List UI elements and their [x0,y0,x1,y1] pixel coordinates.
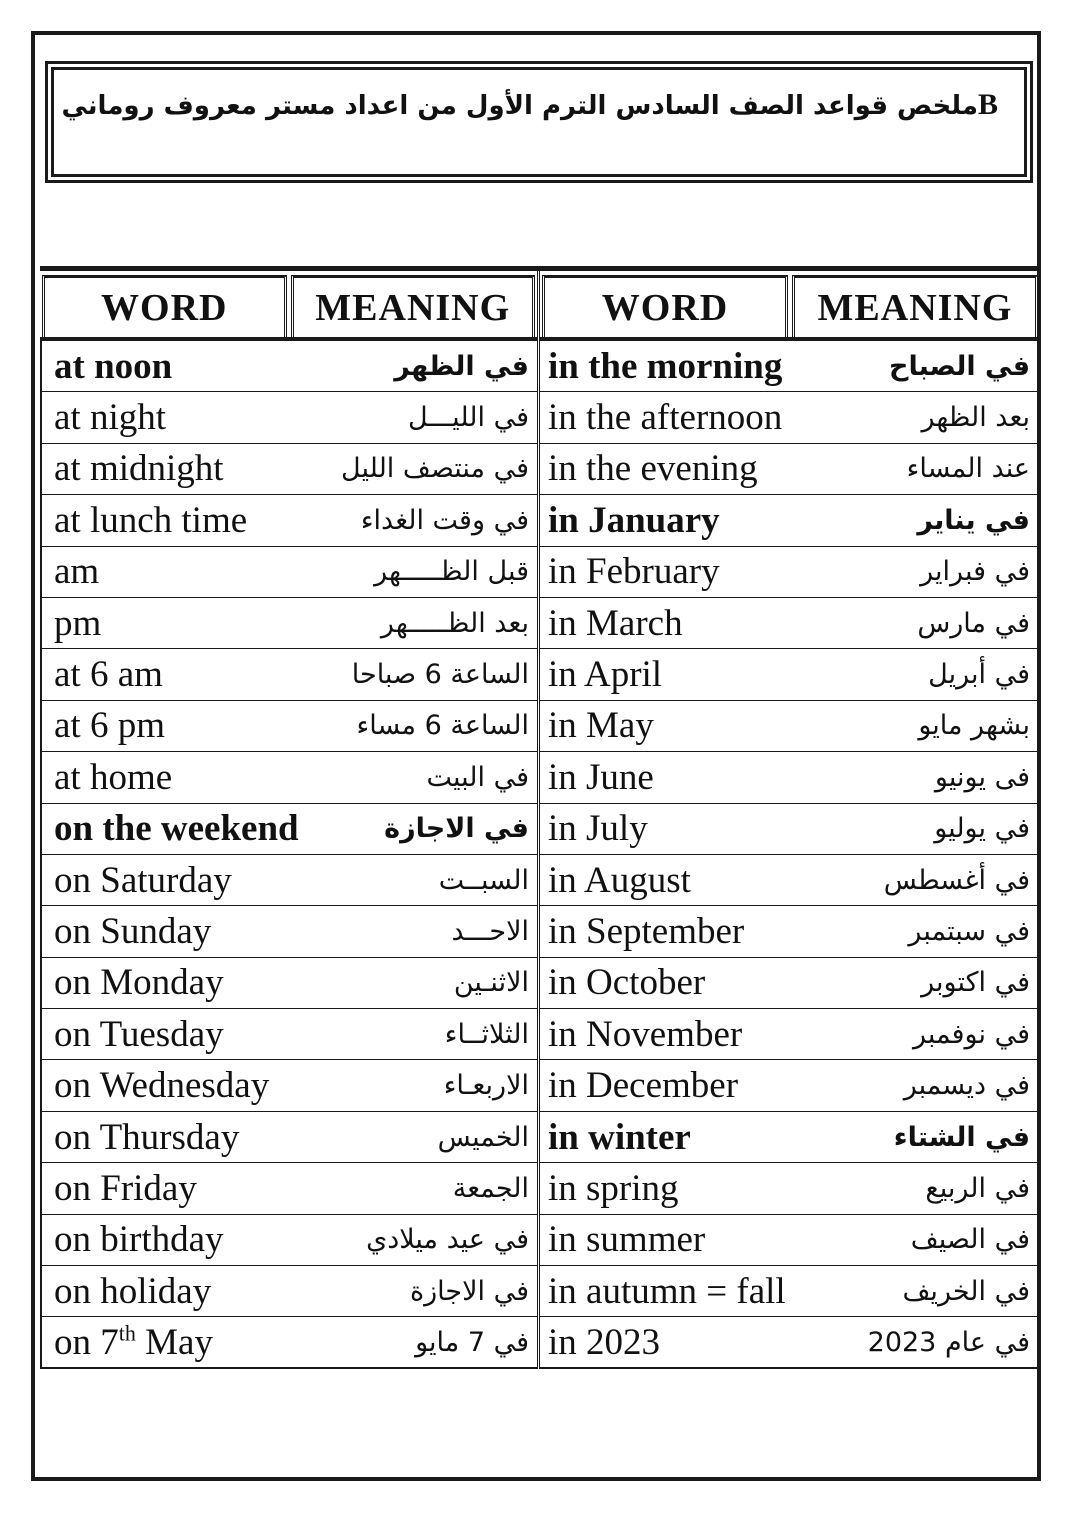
arabic-meaning: بعد الظهر [921,402,1030,434]
arabic-meaning: السبــت [438,864,529,896]
table-row [42,1266,537,1317]
table-row [42,547,537,598]
left-rows [40,341,537,1369]
table-row [540,1060,1038,1111]
arabic-meaning: عند المساء [906,453,1030,485]
right-meaning-header: MEANING [792,275,1038,337]
table-row [540,1112,1038,1163]
english-word: on Sunday [54,910,212,952]
table-row [540,1215,1038,1266]
arabic-meaning: في ديسمبر [903,1070,1030,1102]
right-header-row [540,271,1040,341]
table-row [540,547,1038,598]
arabic-meaning: الاحـــد [451,915,529,947]
table-row [42,495,537,546]
table-row [42,906,537,957]
english-word: in April [548,654,663,696]
english-word: pm [54,602,102,644]
english-word: on Saturday [54,859,232,901]
table-row [540,649,1038,700]
arabic-meaning: في الصباح [888,350,1030,382]
english-word [54,1320,213,1363]
table-row [540,341,1038,392]
table-row [42,1112,537,1163]
table-row [540,1317,1038,1368]
english-word: at home [54,756,173,798]
english-word: in November [548,1013,743,1055]
arabic-meaning: قبل الظـــــهر [374,556,529,588]
table-row [540,598,1038,649]
right-word-header: WORD [542,275,788,337]
arabic-meaning: بشهر مايو [918,710,1030,742]
english-word: in spring [548,1167,679,1209]
table-row [42,392,537,443]
english-word: on Friday [54,1167,197,1209]
english-word: in the evening [548,448,758,490]
english-word: on birthday [54,1219,224,1261]
table-row [540,752,1038,803]
arabic-meaning: في يناير [917,504,1030,536]
table-row [42,444,537,495]
arabic-meaning: بعد الظـــــهر [380,607,529,639]
arabic-meaning: في يوليو [934,813,1030,845]
arabic-meaning: في الخريف [902,1275,1030,1307]
table-row [42,649,537,700]
english-word: at lunch time [54,499,248,541]
english-word: in May [548,705,654,747]
table-row [540,804,1038,855]
english-word: am [54,551,100,593]
table-row [540,855,1038,906]
arabic-meaning: في عيد ميلادي [366,1224,529,1256]
table-row [42,1163,537,1214]
table-row [540,392,1038,443]
arabic-meaning: الجمعة [452,1172,529,1204]
ordinal-suffix: th [118,1320,136,1346]
english-word: in February [548,551,720,593]
english-word: on Tuesday [54,1013,224,1055]
arabic-meaning: الاربعـاء [443,1070,529,1102]
arabic-meaning: في البيت [426,761,529,793]
english-word: in July [548,808,648,850]
english-word: in June [548,756,654,798]
arabic-meaning: في سبتمبر [908,915,1030,947]
table-row [42,1009,537,1060]
right-half [540,271,1040,1369]
arabic-meaning: في الربيع [925,1172,1030,1204]
arabic-meaning: في الاجازة [410,1275,529,1307]
table-row [42,1060,537,1111]
english-word: in December [548,1065,739,1107]
vocabulary-table [40,266,1040,1369]
english-word: in the morning [548,345,783,387]
english-word: in autumn = fall [548,1270,786,1312]
arabic-meaning: في نوفمبر [912,1018,1030,1050]
table-row [42,855,537,906]
arabic-meaning: فى يونيو [934,761,1030,793]
right-rows [540,341,1040,1369]
title-box [45,61,1033,183]
table-row [540,1163,1038,1214]
table-row [42,1317,537,1368]
table-row [540,495,1038,546]
english-word: at 6 pm [54,705,165,747]
arabic-meaning: الثلاثــاء [444,1018,529,1050]
left-meaning-header: MEANING [291,275,536,337]
title-letter: B [977,88,998,121]
table-row [42,804,537,855]
arabic-meaning: في مارس [917,607,1030,639]
arabic-meaning: في الصيف [910,1224,1030,1256]
english-word: on Monday [54,962,224,1004]
english-word: at 6 am [54,654,163,696]
table-row [540,906,1038,957]
english-word-part: May [135,1321,213,1363]
table-row [42,752,537,803]
arabic-meaning: في الظهر [394,350,529,382]
arabic-meaning: في منتصف الليل [341,453,529,485]
title-text: ملخص قواعد الصف السادس الترم الأول من اعداد مستر معروف روماني [61,91,978,121]
table-row [540,1009,1038,1060]
left-word-header: WORD [42,275,287,337]
english-word: on the weekend [54,808,299,850]
table-row [42,701,537,752]
english-word: in March [548,602,683,644]
arabic-meaning: في فبراير [920,556,1030,588]
table-row [540,1266,1038,1317]
left-half [40,271,540,1369]
english-word: in 2023 [548,1321,661,1363]
english-word: in winter [548,1116,691,1158]
arabic-meaning: في أغسطس [883,864,1030,896]
english-word: in September [548,910,745,952]
arabic-meaning: في الليـــل [408,402,529,434]
table-row [42,598,537,649]
english-word: in January [548,499,720,541]
title-box-inner [51,67,1027,177]
english-word: at noon [54,345,173,387]
english-word: on holiday [54,1270,212,1312]
arabic-meaning: الساعة 6 مساء [356,710,529,742]
english-word: at night [54,397,167,439]
table-row [540,444,1038,495]
table-row [42,1215,537,1266]
english-word: in the afternoon [548,397,783,439]
left-header-row [40,271,537,341]
english-word: in summer [548,1219,706,1261]
table-row [540,701,1038,752]
arabic-meaning: الساعة 6 صباحا [351,659,529,691]
english-word: in August [548,859,691,901]
english-word-part: on 7 [54,1321,119,1363]
table-row [42,958,537,1009]
arabic-meaning: في الاجازة [384,813,529,845]
arabic-meaning: في الشتاء [893,1121,1030,1153]
table-row [540,958,1038,1009]
arabic-meaning: في عام 2023 [867,1326,1030,1358]
arabic-meaning: في وقت الغداء [360,504,529,536]
arabic-meaning: في اكتوبر [921,967,1030,999]
page-title [61,88,998,122]
english-word: on Wednesday [54,1065,270,1107]
english-word: in October [548,962,706,1004]
arabic-meaning: الاثنـين [453,967,529,999]
table-row [42,341,537,392]
arabic-meaning: في أبريل [928,659,1030,691]
arabic-meaning: الخميس [437,1121,529,1153]
arabic-meaning: في 7 مايو [415,1326,529,1358]
english-word: on Thursday [54,1116,240,1158]
english-word: at midnight [54,448,224,490]
